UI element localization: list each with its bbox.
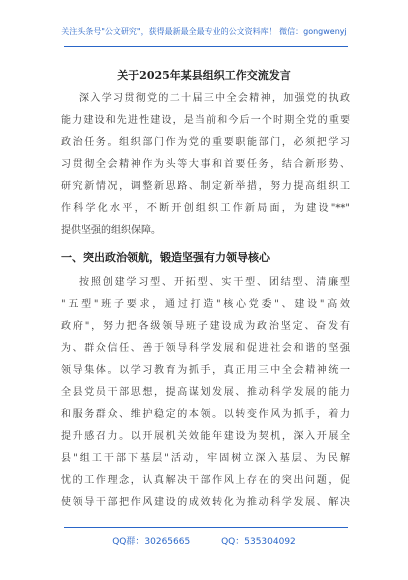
paragraph-line: "五型"班子要求，通过打造"核心党委"、建设"高效 [61, 299, 350, 310]
footer-contact [0, 534, 408, 547]
document-title: 关于2025年某县组织工作交流发言 [117, 69, 291, 82]
footer-divider [64, 527, 348, 528]
header-divider [64, 46, 348, 47]
paragraph-line: 作科学化水平，不断开创组织工作新局面，为建设"**" [61, 203, 350, 214]
paragraph-line: 深入学习贯彻党的二十届三中全会精神，加强党的执政 [79, 93, 350, 104]
paragraph-line: 政府"，努力把各级领导班子建设成为政治坚定、奋发有 [61, 321, 350, 332]
section-heading: 一、突出政治领航，锻造坚强有力领导核心 [61, 251, 270, 264]
paragraph-line: 为、群众信任、善于领导科学发展和促进社会和谐的坚强 [61, 343, 350, 354]
paragraph-line: 习贯彻全会精神作为头等大事和首要任务，结合新形势、 [61, 159, 350, 170]
paragraph-line: 提升感召力。以开展机关效能年建设为契机，深入开展全 [61, 431, 350, 442]
paragraph-line: 能力建设和先进性建设，是当前和今后一个时期全党的重要 [61, 115, 350, 126]
paragraph-line: 政治任务。组织部门作为党的重要职能部门，必须把学习 [61, 137, 350, 148]
paragraph-line: 和服务群众、维护稳定的本领。以转变作风为抓手，着力 [61, 409, 350, 420]
paragraph-line: 忧的工作理念，认真解决干部作风上存在的突出问题，促 [61, 475, 350, 486]
header-banner: 关注头条号"公文研究"，获得最新最全最专业的公文资料库！ 微信：gongwenyj [61, 27, 347, 36]
paragraph-line: 使领导干部把作风建设的成效转化为推动科学发展、解决 [61, 497, 350, 508]
paragraph-line: 研究新情况，调整新思路、制定新举措，努力提高组织工 [61, 181, 350, 192]
paragraph-line: 领导集体。以学习教育为抓手，真正用三中全会精神统一 [61, 365, 350, 376]
qq-group-number: QQ群：30265665 [112, 537, 191, 547]
qq-number: QQ：535304092 [221, 537, 296, 547]
paragraph-line: 全县党员干部思想，提高谋划发展、推动科学发展的能力 [61, 387, 350, 398]
paragraph-line: 提供坚强的组织保障。 [61, 225, 161, 236]
paragraph-line: 县"组工干部下基层"活动，牢固树立深入基层、为民解 [61, 453, 350, 464]
paragraph-line: 按照创建学习型、开拓型、实干型、团结型、清廉型 [79, 277, 350, 288]
